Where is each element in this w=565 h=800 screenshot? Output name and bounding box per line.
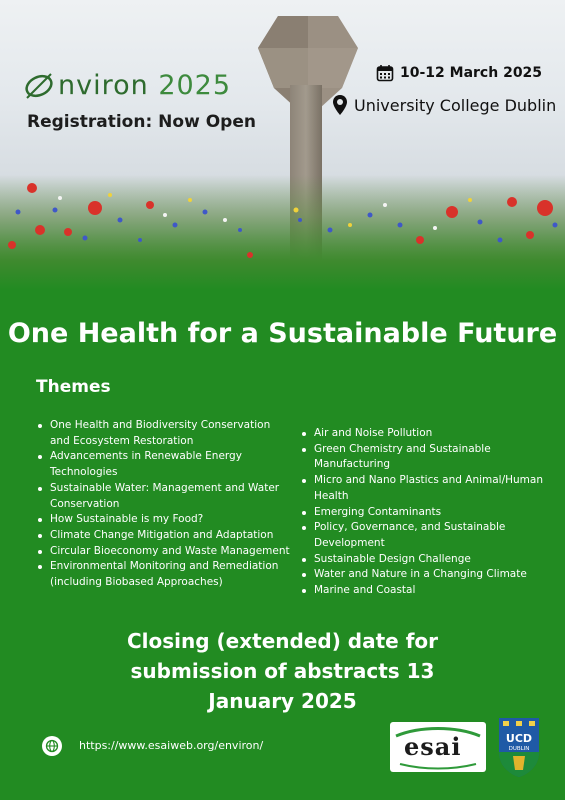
theme-item: How Sustainable is my Food? <box>36 512 291 528</box>
registration-status: Registration: Now Open <box>27 112 256 132</box>
esai-logo <box>390 722 486 772</box>
theme-item: Environmental Monitoring and Remediation (including Biobased Approaches) <box>36 559 291 590</box>
theme-item: Advancements in Renewable Energy Technologies <box>36 449 291 480</box>
themes-list-right <box>300 426 555 599</box>
hero-image <box>0 0 565 290</box>
logo-year: 2025 <box>158 70 232 101</box>
leaf-icon <box>24 72 56 100</box>
event-date-text: 10-12 March 2025 <box>400 65 543 81</box>
theme-item: Marine and Coastal <box>300 583 555 599</box>
theme-item: Water and Nature in a Changing Climate <box>300 567 555 583</box>
environ-logo <box>24 70 244 104</box>
theme-item: Air and Noise Pollution <box>300 426 555 442</box>
theme-item: Policy, Governance, and Sustainable Development <box>300 520 555 551</box>
theme-item: One Health and Biodiversity Conservation and Ecosystem Restoration <box>36 418 291 449</box>
wildflowers <box>0 170 565 280</box>
event-venue-text: University College Dublin <box>354 95 557 115</box>
abstract-deadline: Closing (extended) date for submission of abstracts 13 January 2025 <box>126 629 439 713</box>
theme-item: Green Chemistry and Sustainable Manufacturing <box>300 442 555 473</box>
ucd-sub-text: DUBLIN <box>508 746 530 752</box>
theme-item: Micro and Nano Plastics and Animal/Human Health <box>300 473 555 504</box>
theme-item: Climate Change Mitigation and Adaptation <box>36 528 291 544</box>
themes-list-left <box>36 418 291 591</box>
main-heading: One Health for a Sustainable Future <box>7 318 558 349</box>
calendar-icon <box>376 64 394 82</box>
event-venue <box>332 94 556 116</box>
theme-item: Circular Bioeconomy and Waste Management <box>36 544 291 560</box>
theme-item: Emerging Contaminants <box>300 505 555 521</box>
map-pin-icon <box>332 94 348 116</box>
logo-text <box>58 70 231 101</box>
website-link[interactable]: https://www.esaiweb.org/environ/ <box>79 739 264 752</box>
theme-item: Sustainable Design Challenge <box>300 552 555 568</box>
esai-logo-text: esai <box>404 732 462 761</box>
logo-word: nviron <box>58 70 149 101</box>
globe-icon <box>42 736 62 756</box>
ucd-text: UCD <box>505 732 533 745</box>
ucd-crest <box>497 716 541 778</box>
themes-heading: Themes <box>36 377 111 397</box>
theme-item: Sustainable Water: Management and Water Conservation <box>36 481 291 512</box>
event-date <box>376 64 542 82</box>
